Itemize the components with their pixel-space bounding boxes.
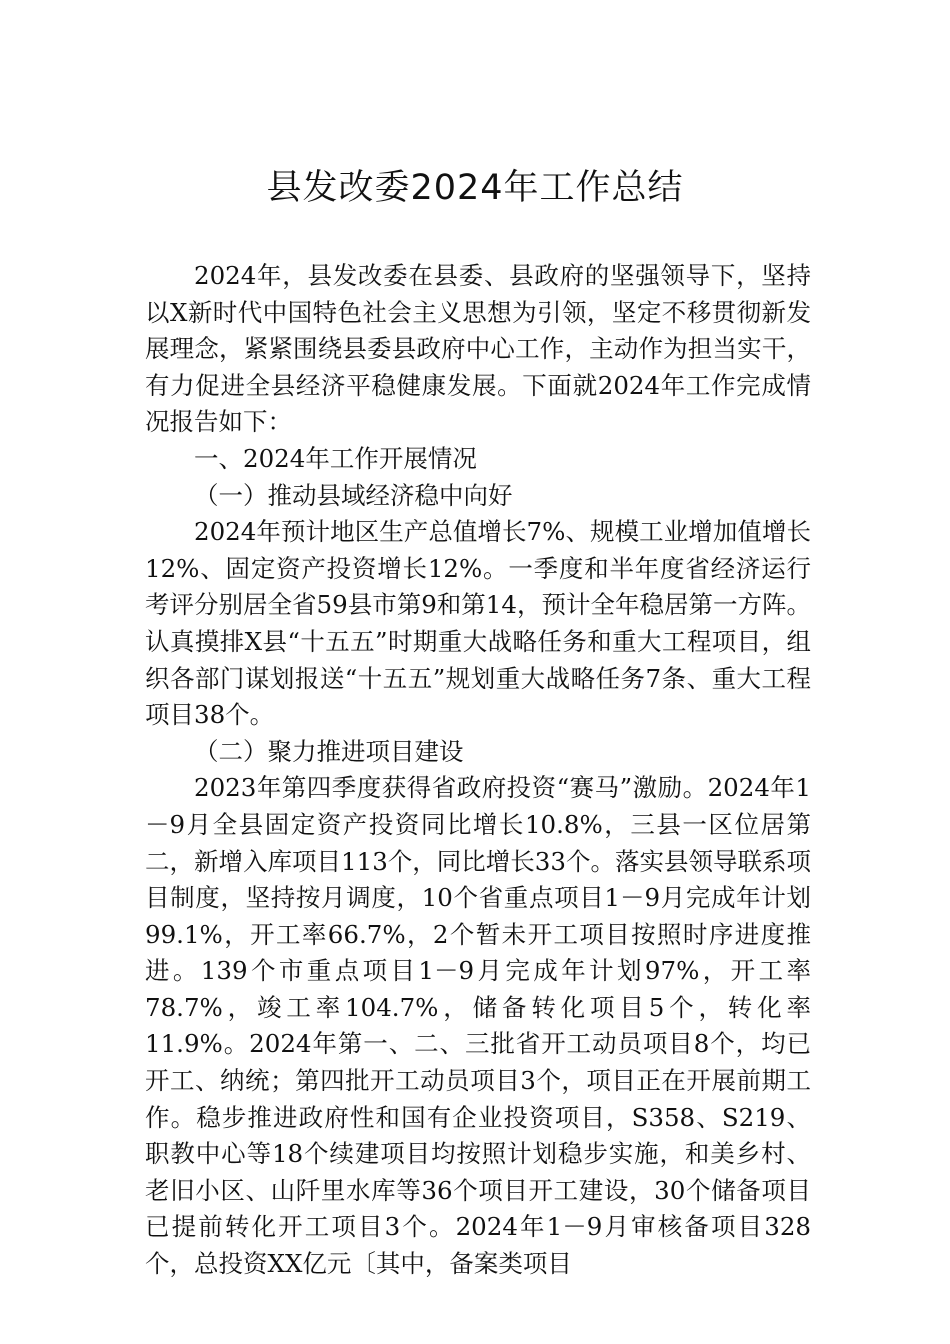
intro-paragraph: 2024年，县发改委在县委、县政府的坚强领导下，坚持以X新时代中国特色社会主义思想为引领，坚定不移贯彻新发展理念，紧紧围绕县委县政府中心工作，主动作为担当实干，有力促进全县经济平稳健康发展。下面就2024年工作完成情况报告如下： [145, 261, 811, 437]
subsection-paragraph-1: 2024年预计地区生产总值增长7%、规模工业增加值增长12%、固定资产投资增长12%。一季度和半年度省经济运行考评分别居全省59县市第9和第14，预计全年稳居第一方阵。认真摸排X县“十五五”时期重大战略任务和重大工程项目，组织各部门谋划报送“十五五”规划重大战略任务7条、重大工程项目38个。 [145, 517, 811, 730]
subsection-heading-2: （二）聚力推进项目建设 [194, 736, 464, 766]
subsection-heading-1: （一）推动县域经济稳中向好 [194, 480, 513, 510]
document-title: 县发改委2024年工作总结 [266, 168, 684, 208]
document-body [145, 258, 811, 1283]
subsection-paragraph-2: 2023年第四季度获得省政府投资“赛马”激励。2024年1－9月全县固定资产投资同比增长10.8%，三县一区位居第二，新增入库项目113个，同比增长33个。落实县领导联系项目制度，坚持按月调度，10个省重点项目1－9月完成年计划99.1%，开工率66.7%，2个暂未开工项目按照时序进度推进。139个市重点项目1－9月完成年计划97%，开工率78.7%，竣工率104.7%，储备转化项目5个，转化率11.9%。2024年第一、二、三批省开工动员项目8个，均已开工、纳统；第四批开工动员项目3个，项目正在开展前期工作。稳步推进政府性和国有企业投资项目，S358、S219、职教中心等18个续建项目均按照计划稳步实施，和美乡村、老旧小区、山阡里水库等36个项目开工建设，30个储备项目已提前转化开工项目3个。2024年1－9月审核备项目328个，总投资XX亿元〔其中，备案类项目 [145, 773, 811, 1279]
section-heading-1: 一、2024年工作开展情况 [194, 443, 477, 473]
